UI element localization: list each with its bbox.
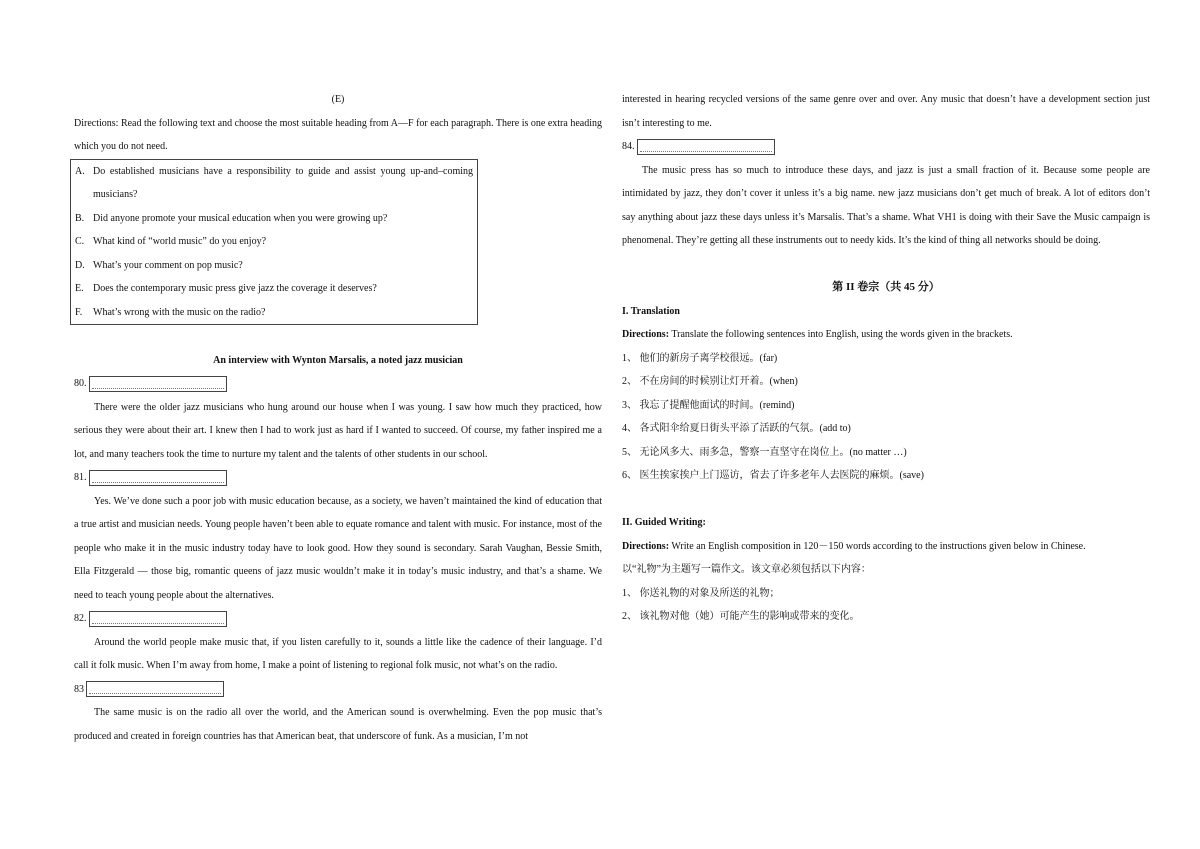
directions-text: Directions: Read the following text and choose the most suitable heading from A—F for each paragraph. There is one extra heading which you do not need. bbox=[74, 117, 602, 152]
option-letter: B. bbox=[75, 212, 85, 224]
option-item bbox=[75, 207, 473, 231]
translation-directions bbox=[622, 323, 1150, 347]
paragraph-82: Around the world people make music that, if you listen carefully to it, sounds a little like the cadence of their language. I’d call it folk music. When I’m away from home, I make a point of listening to regional folk music, not what’s on the radio. bbox=[74, 636, 602, 671]
option-letter: E. bbox=[75, 283, 84, 294]
option-text: What kind of “world music” do you enjoy? bbox=[93, 236, 267, 247]
translation-sentence: 1、 他们的新房子离学校很远。(far) bbox=[622, 352, 778, 364]
interview-title: An interview with Wynton Marsalis, a noted jazz musician bbox=[213, 354, 463, 366]
question-number: 83 bbox=[74, 683, 84, 695]
answer-box-83[interactable] bbox=[86, 681, 224, 697]
directions-label: Directions: bbox=[622, 329, 670, 340]
headings-option-box bbox=[70, 159, 478, 326]
paragraph-80: There were the older jazz musicians who hung around our house when I was young. I saw how much they practiced, how serious they were about their art. I knew then I had to work just as hard if I wanted to succeed. Of course, my father inspired me a lot, and many teachers took the time to nurture my talent and the talents of other students in our school. bbox=[74, 401, 602, 460]
answer-box-82[interactable] bbox=[89, 611, 227, 627]
paragraph-83: The same music is on the radio all over the world, and the American sound is overwhelming. Even the pop music that’s produced and created in foreign countries has that American beat, that underscore of funk. As a musician, I’m not bbox=[74, 707, 602, 742]
question-number: 81. bbox=[74, 472, 87, 483]
answer-box-80[interactable] bbox=[89, 376, 227, 392]
translation-sentence: 4、 各式阳伞给夏日街头平添了活跃的气氛。(add to) bbox=[622, 423, 851, 434]
translation-sentence: 2、 不在房间的时候别让灯开着。(when) bbox=[622, 376, 798, 387]
directions-text: Write an English composition in 120－150 words according to the instructions given below in Chinese. bbox=[669, 540, 1086, 552]
option-text: Did anyone promote your musical education when you were growing up? bbox=[93, 212, 388, 224]
option-item bbox=[75, 160, 473, 207]
option-item bbox=[75, 230, 473, 254]
writing-heading: II. Guided Writing: bbox=[622, 517, 706, 528]
paragraph-83-continued: interested in hearing recycled versions of the same genre over and over. Any music that doesn’t have a development section just isn’t interesting to me. bbox=[622, 94, 1150, 129]
translation-sentence: 3、 我忘了提醒他面试的时间。(remind) bbox=[622, 399, 795, 411]
option-item bbox=[75, 277, 473, 301]
writing-point: 1、 你送礼物的对象及所送的礼物； bbox=[622, 587, 780, 599]
paragraph-81: Yes. We’ve done such a poor job with music education because, as a society, we haven’t maintained the kind of education that a true artist and musician needs. Young people haven’t been able to equate romance and talent with music. For instance, most of the people who make it in the music industry today have to look good. How they sound is secondary. Sarah Vaughan, Bessie Smith, Ella Fitzgerald — those big, romantic queens of jazz music wouldn’t make it in today’s music industry, and that’s a shame. We need to teach young people about the alternatives. bbox=[74, 495, 602, 601]
answer-box-84[interactable] bbox=[637, 139, 775, 155]
option-text: Does the contemporary music press give jazz the coverage it deserves? bbox=[93, 283, 377, 294]
question-number: 80. bbox=[74, 378, 87, 389]
section-2-title: 第 II 卷宗（共 45 分） bbox=[832, 281, 940, 293]
paragraph-84: The music press has so much to introduce these days, and jazz is just a small fraction of it. Because some people are intimidated by jazz, they don’t cover it unless it’s a big name. new jazz musicians don’t get much of break. A lot of editors don’t say anything about jazz these days unless it’s Marsalis. That’s a shame. What VH1 is doing with their Save the Music campaign is phenomenal. They’re getting all these instruments out to needy kids. It’s the kind of thing all networks should be doing. bbox=[622, 164, 1150, 246]
writing-point: 2、 该礼物对他（她）可能产生的影响或带来的变化。 bbox=[622, 611, 860, 622]
translation-sentence: 5、 无论风多大、雨多急，警察一直坚守在岗位上。(no matter …) bbox=[622, 446, 907, 458]
question-number: 84. bbox=[622, 141, 635, 152]
question-81 bbox=[74, 466, 602, 490]
question-82 bbox=[74, 607, 602, 631]
question-number: 82. bbox=[74, 613, 87, 624]
option-letter: F. bbox=[75, 306, 83, 318]
directions-label: Directions: bbox=[622, 540, 670, 552]
option-letter: D. bbox=[75, 259, 85, 271]
option-letter: C. bbox=[75, 236, 85, 247]
option-text: What’s wrong with the music on the radio? bbox=[93, 306, 266, 318]
writing-topic: 以“礼物”为主题写一篇作文。该文章必须包括以下内容： bbox=[622, 564, 871, 575]
option-text: Do established musicians have a responsibility to guide and assist young up-and–coming musicians? bbox=[93, 165, 473, 200]
option-item bbox=[75, 301, 473, 325]
option-letter: A. bbox=[75, 165, 85, 177]
left-column bbox=[74, 88, 602, 748]
right-column bbox=[622, 88, 1150, 629]
question-83 bbox=[74, 678, 602, 702]
option-item bbox=[75, 254, 473, 278]
question-84 bbox=[622, 135, 1150, 159]
writing-directions bbox=[622, 535, 1150, 559]
answer-box-81[interactable] bbox=[89, 470, 227, 486]
option-text: What’s your comment on pop music? bbox=[93, 259, 243, 271]
part-label: (E) bbox=[331, 94, 345, 105]
translation-heading: I. Translation bbox=[622, 305, 680, 317]
translation-sentence: 6、 医生挨家挨户上门巡访，省去了许多老年人去医院的麻烦。(save) bbox=[622, 470, 924, 481]
directions-text: Translate the following sentences into English, using the words given in the brackets. bbox=[669, 329, 1013, 340]
question-80 bbox=[74, 372, 602, 396]
